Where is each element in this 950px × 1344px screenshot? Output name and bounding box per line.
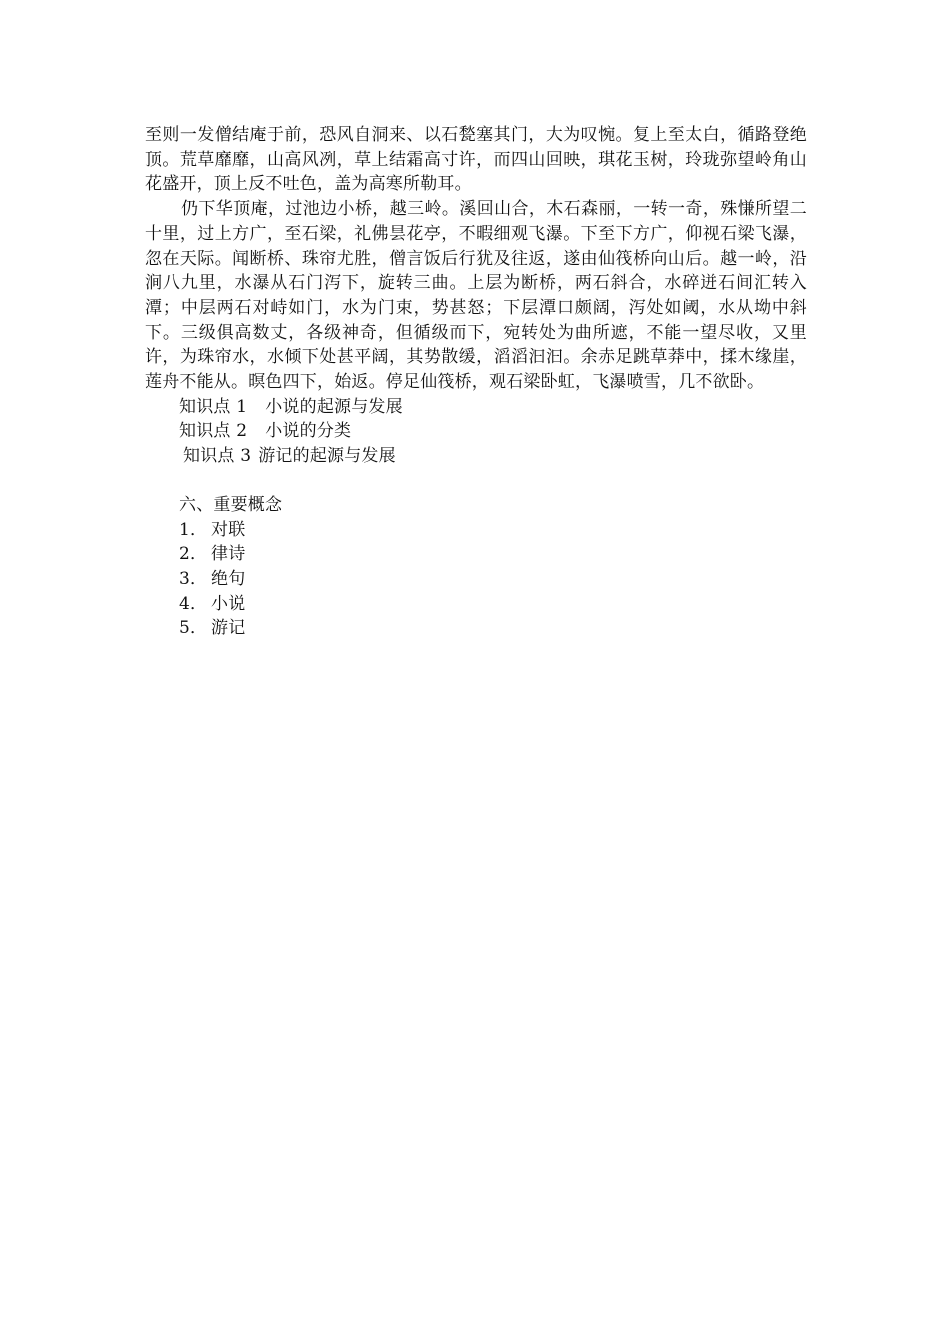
knowledge-point-label: 知识点 3	[183, 446, 252, 467]
knowledge-point-title: 小说的起源与发展	[265, 396, 403, 417]
section-heading: 六、重要概念	[179, 494, 283, 515]
list-item	[145, 542, 807, 567]
document-body	[145, 123, 807, 641]
knowledge-point-label: 知识点 1	[179, 396, 248, 417]
paragraph-1: 至则一发僧结庵于前，恐风自洞来、以石甃塞其门，大为叹惋。复上至太白，循路登绝顶。荒草靡靡，山高风冽，草上结霜高寸许，而四山回映，琪花玉树，玲珑弥望岭角山花盛开，顶上反不吐色，盖为高寒所勒耳。	[145, 125, 807, 195]
list-item-number: 2．	[179, 544, 208, 565]
list-item-number: 1．	[179, 519, 208, 540]
list-item-number: 5．	[179, 618, 208, 639]
knowledge-point-1	[145, 395, 807, 420]
blank-line	[145, 469, 807, 493]
knowledge-point-title: 小说的分类	[265, 421, 352, 442]
list-item-text: 律诗	[211, 544, 246, 565]
knowledge-point-label: 知识点 2	[179, 421, 248, 442]
list-item-number: 3．	[179, 568, 208, 589]
list-item-number: 4．	[179, 593, 208, 614]
list-item	[145, 567, 807, 592]
knowledge-point-3	[145, 444, 807, 469]
list-item-text: 对联	[211, 519, 246, 540]
list-item-text: 小说	[211, 593, 246, 614]
concept-list	[145, 518, 807, 641]
list-item-text: 绝句	[211, 568, 246, 589]
list-item-text: 游记	[211, 618, 246, 639]
list-item	[145, 592, 807, 617]
knowledge-point-title: 游记的起源与发展	[258, 446, 396, 467]
list-item	[145, 518, 807, 543]
paragraph-2: 仍下华顶庵，过池边小桥，越三岭。溪回山合，木石森丽，一转一奇，殊慊所望二十里，过上方广，至石梁，礼佛昙花亭，不暇细观飞瀑。下至下方广，仰视石梁飞瀑，忽在天际。闻断桥、珠帘尤胜，僧言饭后行犹及往返，遂由仙筏桥向山后。越一岭，沿涧八九里，水瀑从石门泻下，旋转三曲。上层为断桥，两石斜合，水碎迸石间汇转入潭；中层两石对峙如门，水为门束，势甚怒；下层潭口颇阔，泻处如阈，水从坳中斜下。三级俱高数丈，各级神奇，但循级而下，宛转处为曲所遮，不能一望尽收，又里许，为珠帘水，水倾下处甚平阔，其势散缓，滔滔汩汩。余赤足跳草莽中，揉木缘崖，莲舟不能从。暝色四下，始返。停足仙筏桥，观石梁卧虹，飞瀑喷雪，几不欲卧。	[145, 199, 807, 393]
knowledge-point-2	[145, 419, 807, 444]
list-item	[145, 616, 807, 641]
